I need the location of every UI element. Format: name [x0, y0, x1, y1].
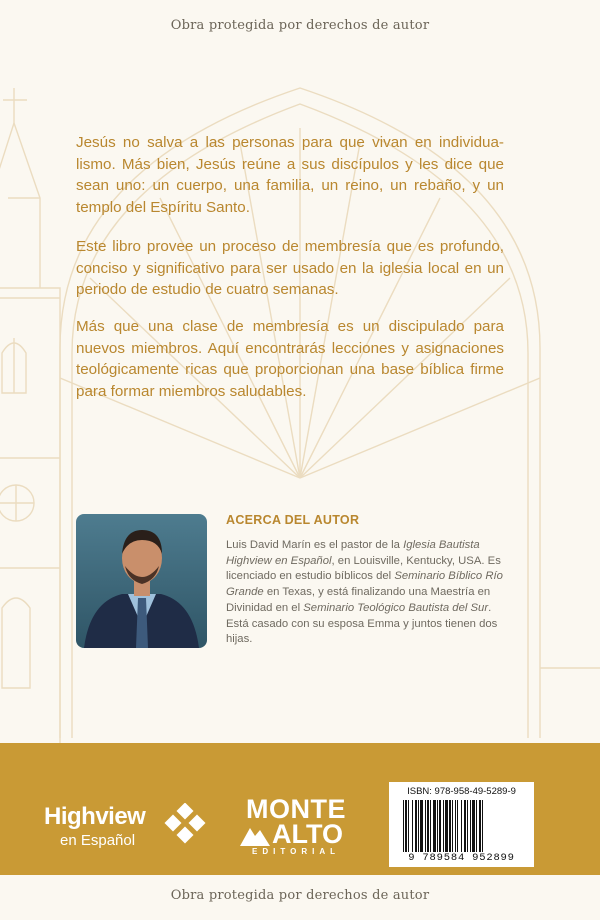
author-bio-text-1: Luis David Marín es el pastor de la: [226, 539, 404, 551]
author-bio-text-2: , en Louisville, Kentucky, USA. Es licenciado en estudio bíblicos del: [226, 554, 501, 583]
mountain-icon: [240, 824, 270, 846]
copyright-watermark-bottom: Obra protegida por derechos de autor: [170, 888, 430, 903]
blurb-paragraph-1: Jesús no salva a las personas para que vivan en individua-lismo. Más bien, Jesús reúne a sus discípulos y les dice que sean uno: un cuerpo, una familia, un reino, un rebaño, y un templo del Espíritu Santo.: [76, 134, 504, 216]
author-bio-seminary-1: Seminario Bíblico Río Grande: [226, 570, 503, 599]
monte-alto-logo: [240, 795, 352, 859]
barcode-icon: [403, 800, 523, 852]
author-bio-text-3: en Texas, y está finalizando una Maestría en Divinidad en el: [226, 586, 491, 614]
highview-diamond-icon: [162, 803, 208, 849]
blurb-paragraph-2: Este libro provee un proceso de membresía que es profundo, conciso y significativo para ser usado en la iglesia local en un periodo de estudio de cuatro semanas.: [76, 238, 504, 298]
isbn-label: ISBN: 978-958-49-5289-9: [407, 786, 516, 797]
author-photo: [76, 514, 207, 648]
monte-alto-logo-editorial: EDITORIAL: [252, 847, 340, 856]
monte-alto-logo-monte: MONTE: [246, 794, 346, 824]
publisher-band: [0, 743, 600, 875]
highview-logo-name: Highview: [44, 803, 146, 830]
blurb-paragraph-3: Más que una clase de membresía es un discipulado para nuevos miembros. Aquí encontrarás lecciones y asignaciones teológicamente ricas que proporcionan una base bíblica firme para formar miembros saludables.: [76, 318, 504, 400]
barcode-digits: 9 789584 952899: [408, 852, 515, 864]
isbn-barcode-box: [389, 782, 534, 867]
author-bio-seminary-2: Seminario Teológico Bautista del Sur: [303, 601, 489, 614]
author-bio: [226, 538, 506, 648]
author-bio-text-4: . Está casado con su esposa Emma y juntos tienen dos hijas.: [226, 601, 498, 646]
monte-alto-logo-alto: ALTO: [272, 819, 343, 849]
author-bio-church-name: Iglesia Bautista Highview en Español: [226, 539, 480, 567]
highview-logo-subtitle: en Español: [60, 832, 136, 849]
about-author-heading: ACERCA DEL AUTOR: [226, 513, 360, 527]
copyright-watermark-top: Obra protegida por derechos de autor: [170, 18, 430, 33]
highview-logo: [44, 803, 214, 859]
book-back-cover: [0, 48, 600, 743]
